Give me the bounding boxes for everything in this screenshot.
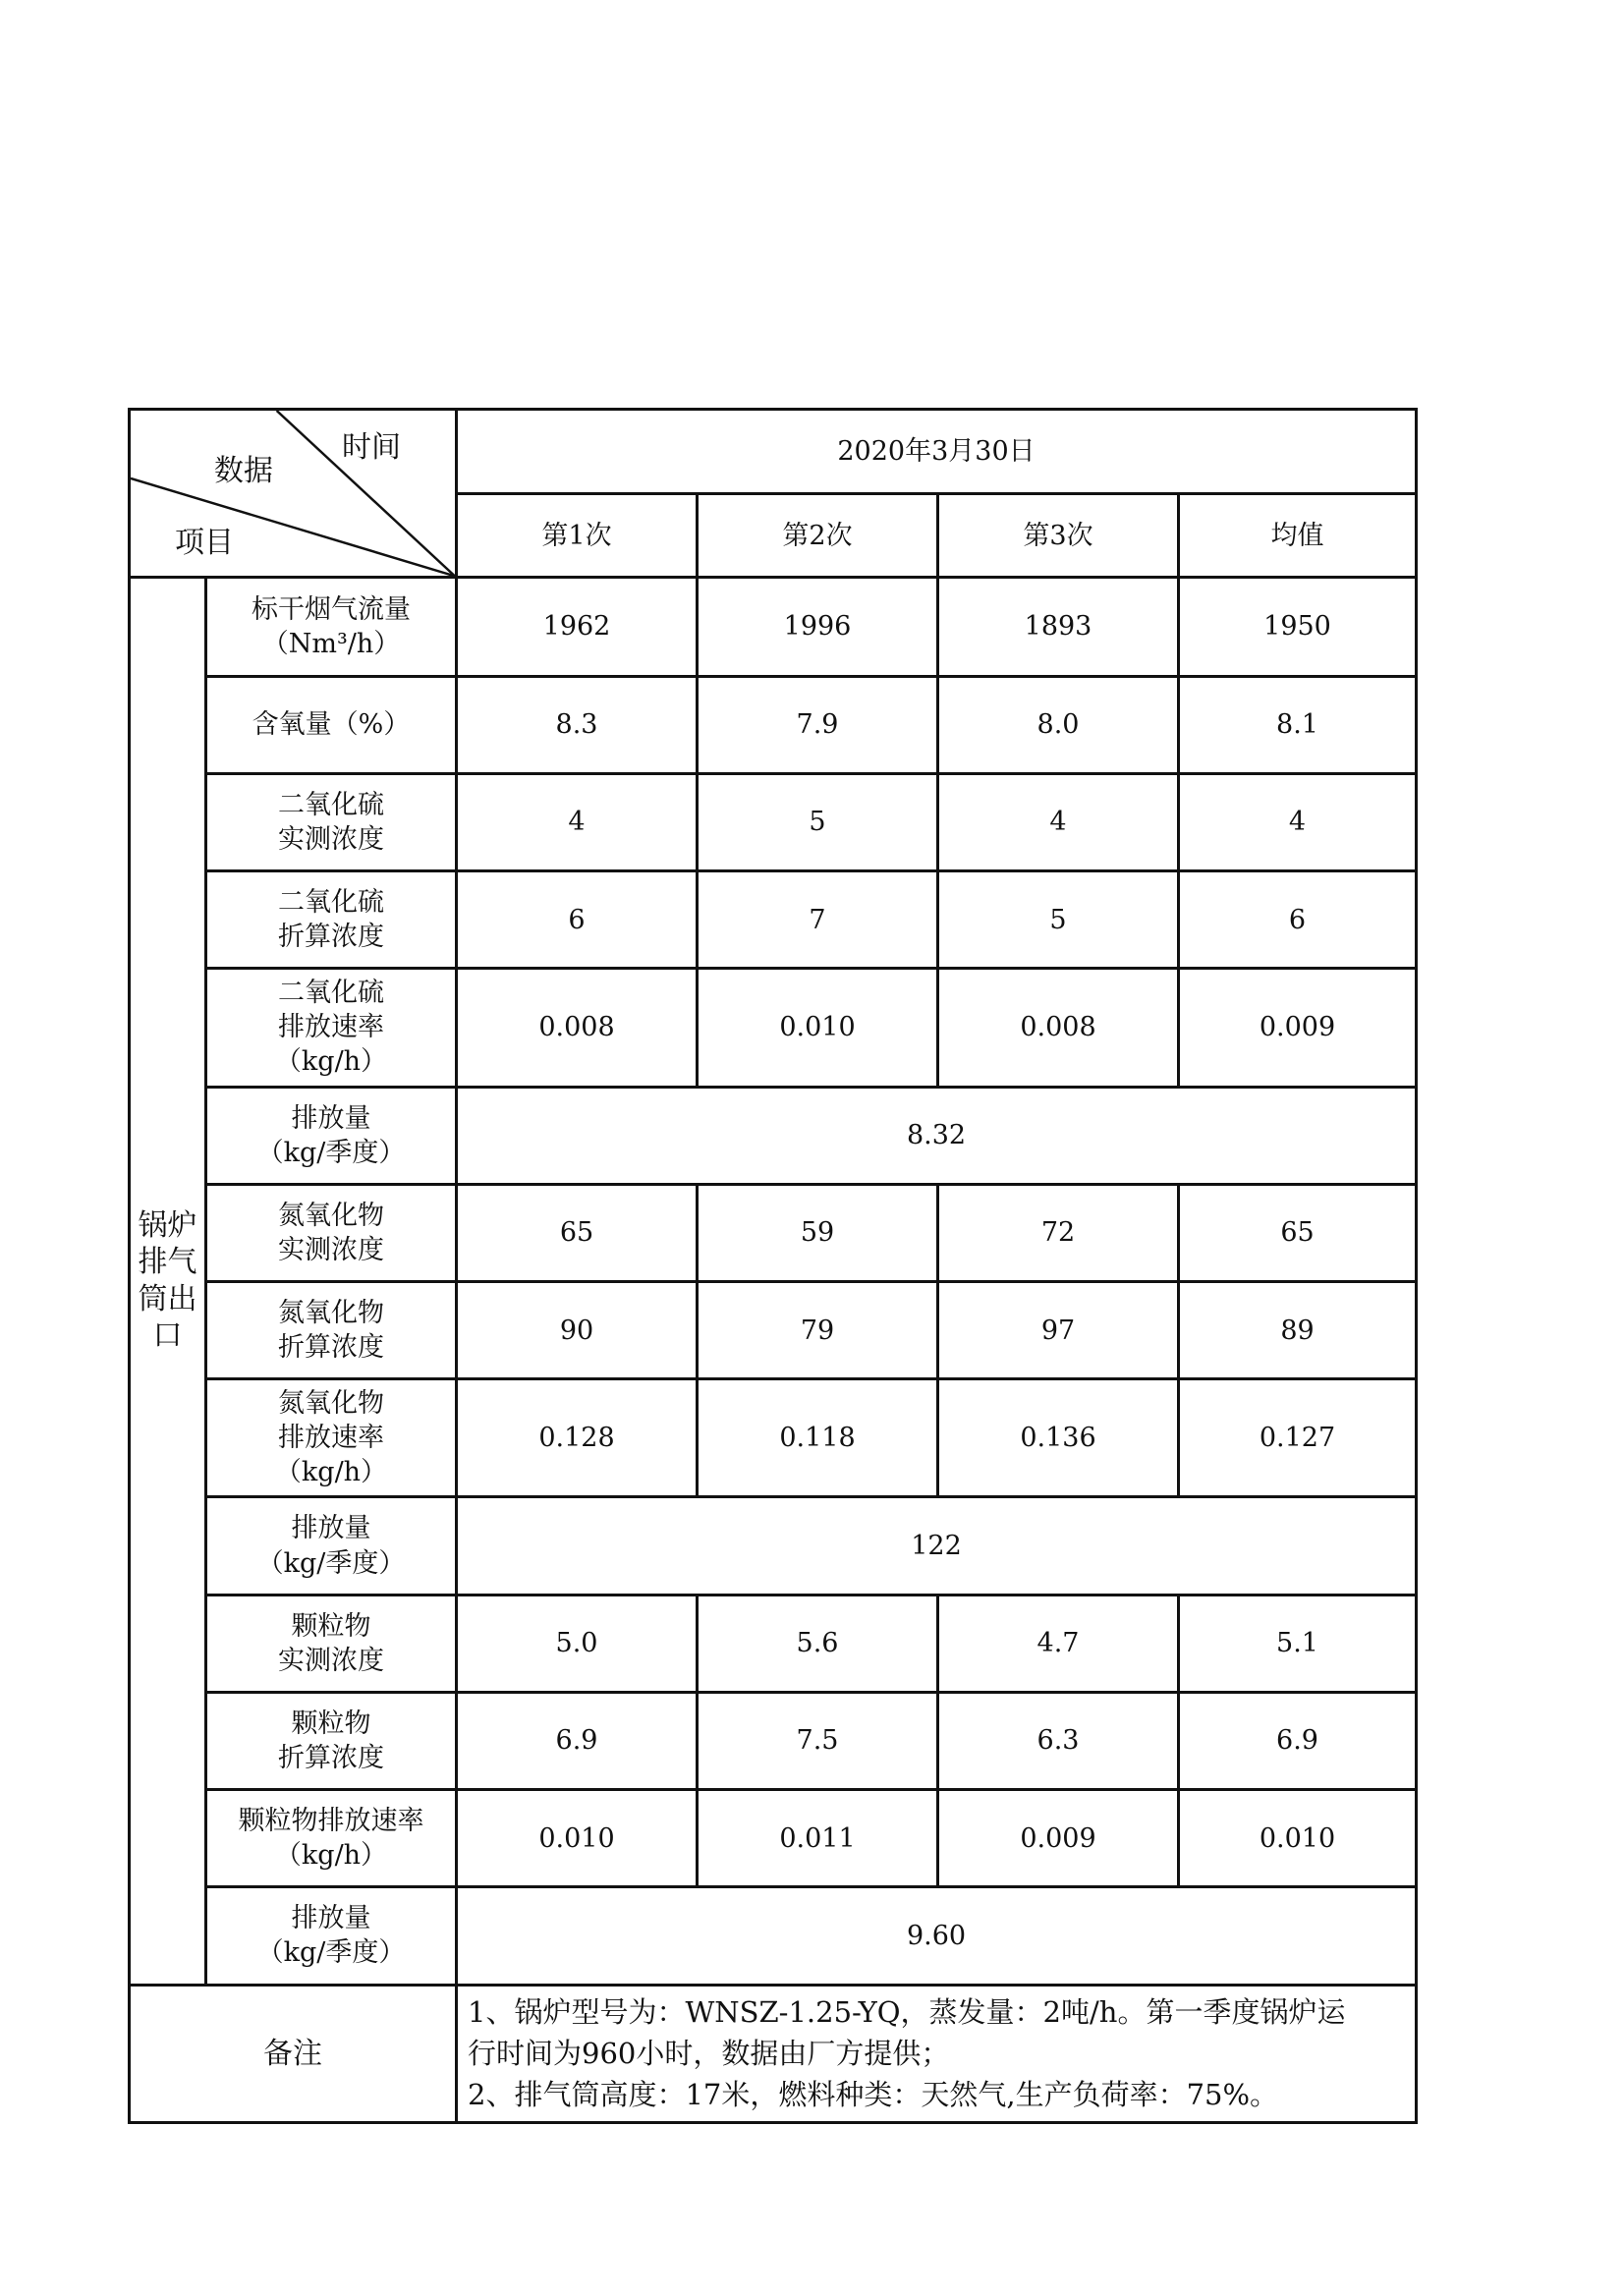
row-label (206, 1087, 457, 1184)
row-label (206, 1692, 457, 1789)
value-cell: 59 (698, 1184, 938, 1281)
value-cell: 65 (1179, 1184, 1417, 1281)
row-label-line: 折算浓度 (278, 922, 384, 953)
table-row (130, 1281, 1417, 1378)
row-label (206, 1184, 457, 1281)
value-cell: 8.0 (938, 676, 1179, 773)
value-cell: 5.0 (457, 1595, 698, 1692)
value-cell: 7.5 (698, 1692, 938, 1789)
row-label-line: 颗粒物 (291, 1707, 371, 1739)
row-label-line: （kg/季度） (256, 1937, 406, 1969)
row-label-line: 二氧化硫 (278, 887, 384, 919)
row-label (206, 1497, 457, 1595)
row-label (206, 1790, 457, 1887)
remarks-line: 行时间为960小时，数据由厂方提供； (468, 2037, 950, 2071)
remarks-content (457, 1985, 1417, 2122)
row-label-line: 颗粒物 (291, 1610, 371, 1642)
table-row (130, 969, 1417, 1087)
value-cell: 0.118 (698, 1379, 938, 1497)
value-cell: 7.9 (698, 676, 938, 773)
row-label-line: 实测浓度 (278, 1645, 384, 1676)
row-label (206, 773, 457, 870)
row-label-line: （kg/季度） (256, 1137, 406, 1168)
value-cell: 97 (938, 1281, 1179, 1378)
value-cell: 0.010 (1179, 1790, 1417, 1887)
value-cell: 79 (698, 1281, 938, 1378)
row-label-line: 排放量 (291, 1513, 371, 1544)
table-row (130, 1087, 1417, 1184)
row-label-line: 排放速率 (278, 1012, 384, 1043)
row-label-line: 排放速率 (278, 1423, 384, 1454)
row-label-line: 排放量 (291, 1903, 371, 1934)
row-label-line: 二氧化硫 (278, 789, 384, 820)
corner-data-label: 数据 (214, 454, 273, 488)
row-label-line: 含氧量（%） (252, 709, 411, 741)
row-label (206, 1595, 457, 1692)
value-cell: 5 (698, 773, 938, 870)
table-row (130, 676, 1417, 773)
row-label-line: 实测浓度 (278, 1234, 384, 1265)
table-row (130, 578, 1417, 676)
corner-item-label: 项目 (175, 526, 234, 560)
value-cell: 5.1 (1179, 1595, 1417, 1692)
table-row (130, 773, 1417, 870)
remarks-line: 2、排气筒高度：17米，燃料种类：天然气,生产负荷率：75%。 (468, 2078, 1279, 2112)
value-cell: 6 (457, 871, 698, 969)
row-label-line: （kg/h） (274, 1046, 388, 1078)
value-cell: 5.6 (698, 1595, 938, 1692)
value-cell: 4 (938, 773, 1179, 870)
column-header-2: 第2次 (698, 494, 938, 578)
corner-time-label: 时间 (342, 430, 401, 465)
row-label-line: 排放量 (291, 1102, 371, 1134)
row-label-line: （kg/h） (274, 1457, 388, 1488)
table-row (130, 1379, 1417, 1497)
row-label-line: 实测浓度 (278, 823, 384, 855)
value-cell: 0.009 (1179, 969, 1417, 1087)
value-cell: 65 (457, 1184, 698, 1281)
table-row (130, 871, 1417, 969)
table-row (130, 1887, 1417, 1985)
value-cell: 89 (1179, 1281, 1417, 1378)
value-cell: 4 (457, 773, 698, 870)
table-row (130, 1184, 1417, 1281)
value-cell: 1950 (1179, 578, 1417, 676)
table-row (130, 1595, 1417, 1692)
value-cell: 8.1 (1179, 676, 1417, 773)
value-cell: 0.136 (938, 1379, 1179, 1497)
row-label (206, 1379, 457, 1497)
value-cell: 7 (698, 871, 938, 969)
value-cell: 0.009 (938, 1790, 1179, 1887)
row-label (206, 578, 457, 676)
value-cell: 0.008 (938, 969, 1179, 1087)
value-cell: 6 (1179, 871, 1417, 969)
value-cell: 90 (457, 1281, 698, 1378)
row-label-line: 氮氧化物 (278, 1297, 384, 1328)
value-cell: 0.011 (698, 1790, 938, 1887)
value-cell: 4.7 (938, 1595, 1179, 1692)
row-label (206, 676, 457, 773)
date-header: 2020年3月30日 (457, 410, 1417, 494)
value-cell: 6.3 (938, 1692, 1179, 1789)
merged-value-cell: 9.60 (457, 1887, 1417, 1985)
row-label-line: （kg/h） (274, 1840, 388, 1872)
value-cell: 0.127 (1179, 1379, 1417, 1497)
value-cell: 72 (938, 1184, 1179, 1281)
remarks-line: 1、锅炉型号为：WNSZ-1.25-YQ，蒸发量：2吨/h。第一季度锅炉运 (468, 1995, 1346, 2030)
row-label-line: 氮氧化物 (278, 1388, 384, 1420)
merged-value-cell: 8.32 (457, 1087, 1417, 1184)
row-label-line: 颗粒物排放速率 (238, 1806, 424, 1837)
row-label-line: （kg/季度） (256, 1547, 406, 1579)
header-corner-cell (130, 410, 457, 578)
column-header-3: 第3次 (938, 494, 1179, 578)
value-cell: 4 (1179, 773, 1417, 870)
table-row (130, 1790, 1417, 1887)
value-cell: 0.010 (698, 969, 938, 1087)
value-cell: 1996 (698, 578, 938, 676)
group-label-cell (130, 578, 206, 1985)
value-cell: 0.010 (457, 1790, 698, 1887)
remarks-row (130, 1985, 1417, 2122)
value-cell: 0.008 (457, 969, 698, 1087)
row-label-line: 二氧化硫 (278, 978, 384, 1009)
row-label-line: 折算浓度 (278, 1742, 384, 1773)
column-header-1: 第1次 (457, 494, 698, 578)
row-label (206, 1887, 457, 1985)
merged-value-cell: 122 (457, 1497, 1417, 1595)
value-cell: 1962 (457, 578, 698, 676)
value-cell: 6.9 (1179, 1692, 1417, 1789)
monitoring-table (128, 408, 1418, 2124)
row-label-line: 折算浓度 (278, 1332, 384, 1364)
group-label: 锅炉排气筒出口 (138, 1207, 197, 1354)
row-label-line: （Nm³/h） (261, 628, 401, 659)
value-cell: 6.9 (457, 1692, 698, 1789)
remarks-label: 备注 (130, 1985, 457, 2122)
table-row (130, 1692, 1417, 1789)
column-header-avg: 均值 (1179, 494, 1417, 578)
table-row (130, 1497, 1417, 1595)
value-cell: 0.128 (457, 1379, 698, 1497)
value-cell: 8.3 (457, 676, 698, 773)
row-label (206, 871, 457, 969)
row-label-line: 标干烟气流量 (252, 593, 411, 625)
row-label (206, 1281, 457, 1378)
value-cell: 1893 (938, 578, 1179, 676)
row-label-line: 氮氧化物 (278, 1200, 384, 1231)
value-cell: 5 (938, 871, 1179, 969)
row-label (206, 969, 457, 1087)
